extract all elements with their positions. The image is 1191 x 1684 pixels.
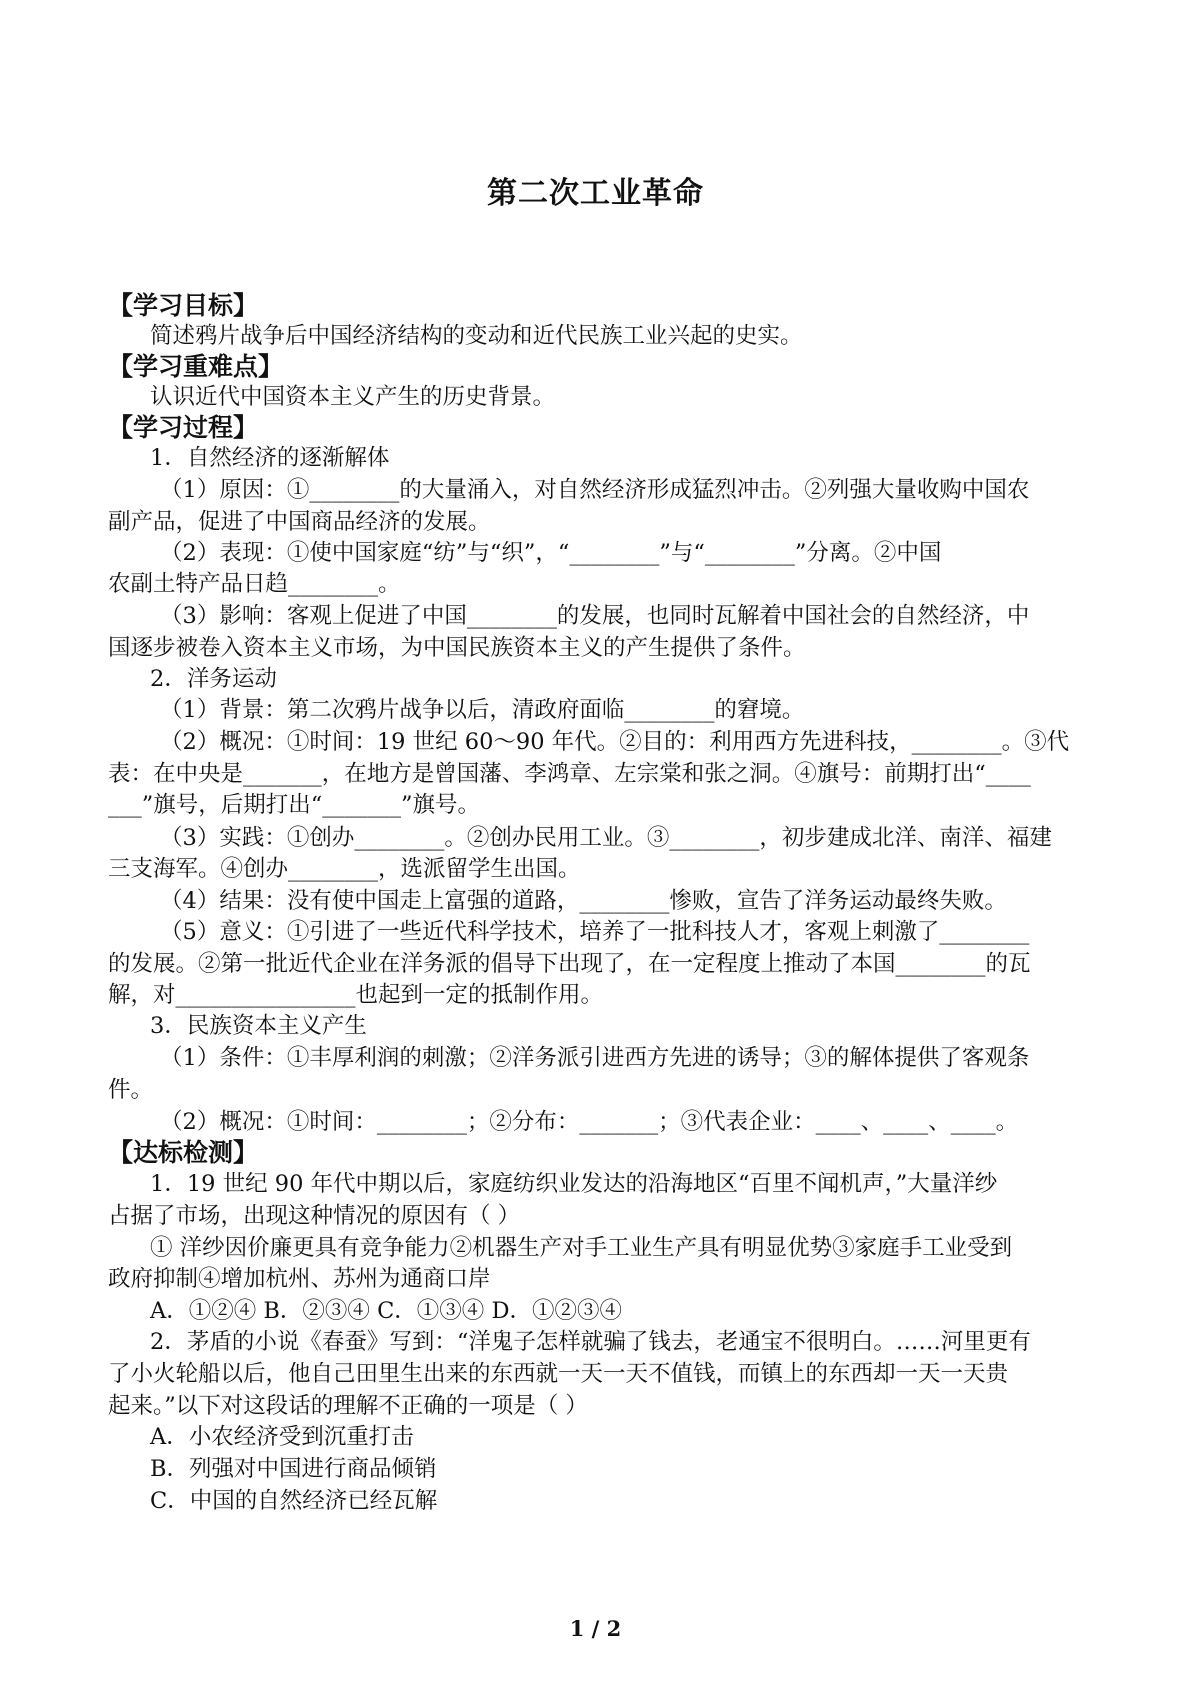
process-line: 的发展。②第一批近代企业在洋务派的倡导下出现了，在一定程度上推动了本国________的瓦 [108,951,1031,977]
answer-option-b: B．列强对中国进行商品倾销 [150,1456,437,1482]
process-line: （1）背景：第二次鸦片战争以后，清政府面临________的窘境。 [160,697,805,723]
process-line: （2）概况：①时间：19 世纪 60～90 年代。②目的：利用西方先进科技，________。③代 [160,729,1070,755]
page-title: 第二次工业革命 [487,176,704,211]
heading-assessment: 【达标检测】 [108,1138,259,1167]
heading-key-points: 【学习重难点】 [108,352,284,381]
key-points-text: 认识近代中国资本主义产生的历史背景。 [150,384,556,410]
process-line: （1）条件：①丰厚利润的刺激；②洋务派引进西方先进的诱导；③的解体提供了客观条 [160,1045,1030,1071]
process-line: 1．自然经济的逐渐解体 [150,445,390,471]
answer-option-c: C．中国的自然经济已经瓦解 [150,1488,438,1514]
process-line: 国逐步被卷入资本主义市场，为中国民族资本主义的产生提供了条件。 [108,635,806,661]
page-number: 1 / 2 [569,1616,622,1641]
question-line: 起来。”以下对这段话的理解不正确的一项是（ ） [108,1393,588,1419]
process-line: 三支海军。④创办________，选派留学生出国。 [108,856,581,882]
process-line: （1）原因：①________的大量涌入，对自然经济形成猛烈冲击。②列强大量收购中国农 [160,477,1030,503]
process-line: （3）影响：客观上促进了中国________的发展，也同时瓦解着中国社会的自然经济，中 [160,603,1030,629]
process-line: 2．洋务运动 [150,666,277,692]
process-line: 农副土特产品日趋________。 [108,571,401,597]
process-line: （3）实践：①创办________。②创办民用工业。③________，初步建成北洋、南洋、福建 [160,825,1052,851]
heading-learning-goals: 【学习目标】 [108,291,259,320]
process-line: （4）结果：没有使中国走上富强的道路，________惨败，宣告了洋务运动最终失败。 [160,888,1007,914]
process-line: （5）意义：①引进了一些近代科学技术，培养了一批科技人才，客观上刺激了________ [160,919,1030,945]
learning-goals-text: 简述鸦片战争后中国经济结构的变动和近代民族工业兴起的史实。 [150,323,803,349]
process-line: （2）表现：①使中国家庭“纺”与“织”，“________”与“________”分离。②中国 [160,540,942,566]
process-line: 表：在中央是_______，在地方是曾国藩、李鸿章、左宗棠和张之洞。④旗号：前期打出“____ [108,761,1031,787]
process-line: 件。 [108,1077,154,1103]
question-line: ① 洋纱因价廉更具有竞争能力②机器生产对手工业生产具有明显优势③家庭手工业受到 [150,1235,1013,1261]
process-line: 3．民族资本主义产生 [150,1013,367,1039]
question-line: 2．茅盾的小说《春蚕》写到：“洋鬼子怎样就骗了钱去，老通宝不很明白。……河里更有 [150,1329,1031,1355]
question-line: 占据了市场，出现这种情况的原因有（ ） [108,1203,521,1229]
answer-options: A．①②④ B．②③④ C．①③④ D．①②③④ [150,1298,622,1324]
process-line: 解，对________________也起到一定的抵制作用。 [108,982,604,1008]
process-line: （2）概况：①时间：________；②分布：_______；③代表企业：____、____、____。 [160,1109,1019,1135]
question-line: 1．19 世纪 90 年代中期以后，家庭纺织业发达的沿海地区“百里不闻机声，”大量洋纱 [150,1171,998,1197]
question-line: 了小火轮船以后，他自己田里生出来的东西就一天一天不值钱，而镇上的东西却一天一天贵 [108,1361,1009,1387]
question-line: 政府抑制④增加杭州、苏州为通商口岸 [108,1266,491,1292]
process-line: ___”旗号，后期打出“_______”旗号。 [108,792,481,818]
process-line: 副产品，促进了中国商品经济的发展。 [108,509,491,535]
answer-option-a: A．小农经济受到沉重打击 [150,1424,414,1450]
heading-learning-process: 【学习过程】 [108,413,259,442]
